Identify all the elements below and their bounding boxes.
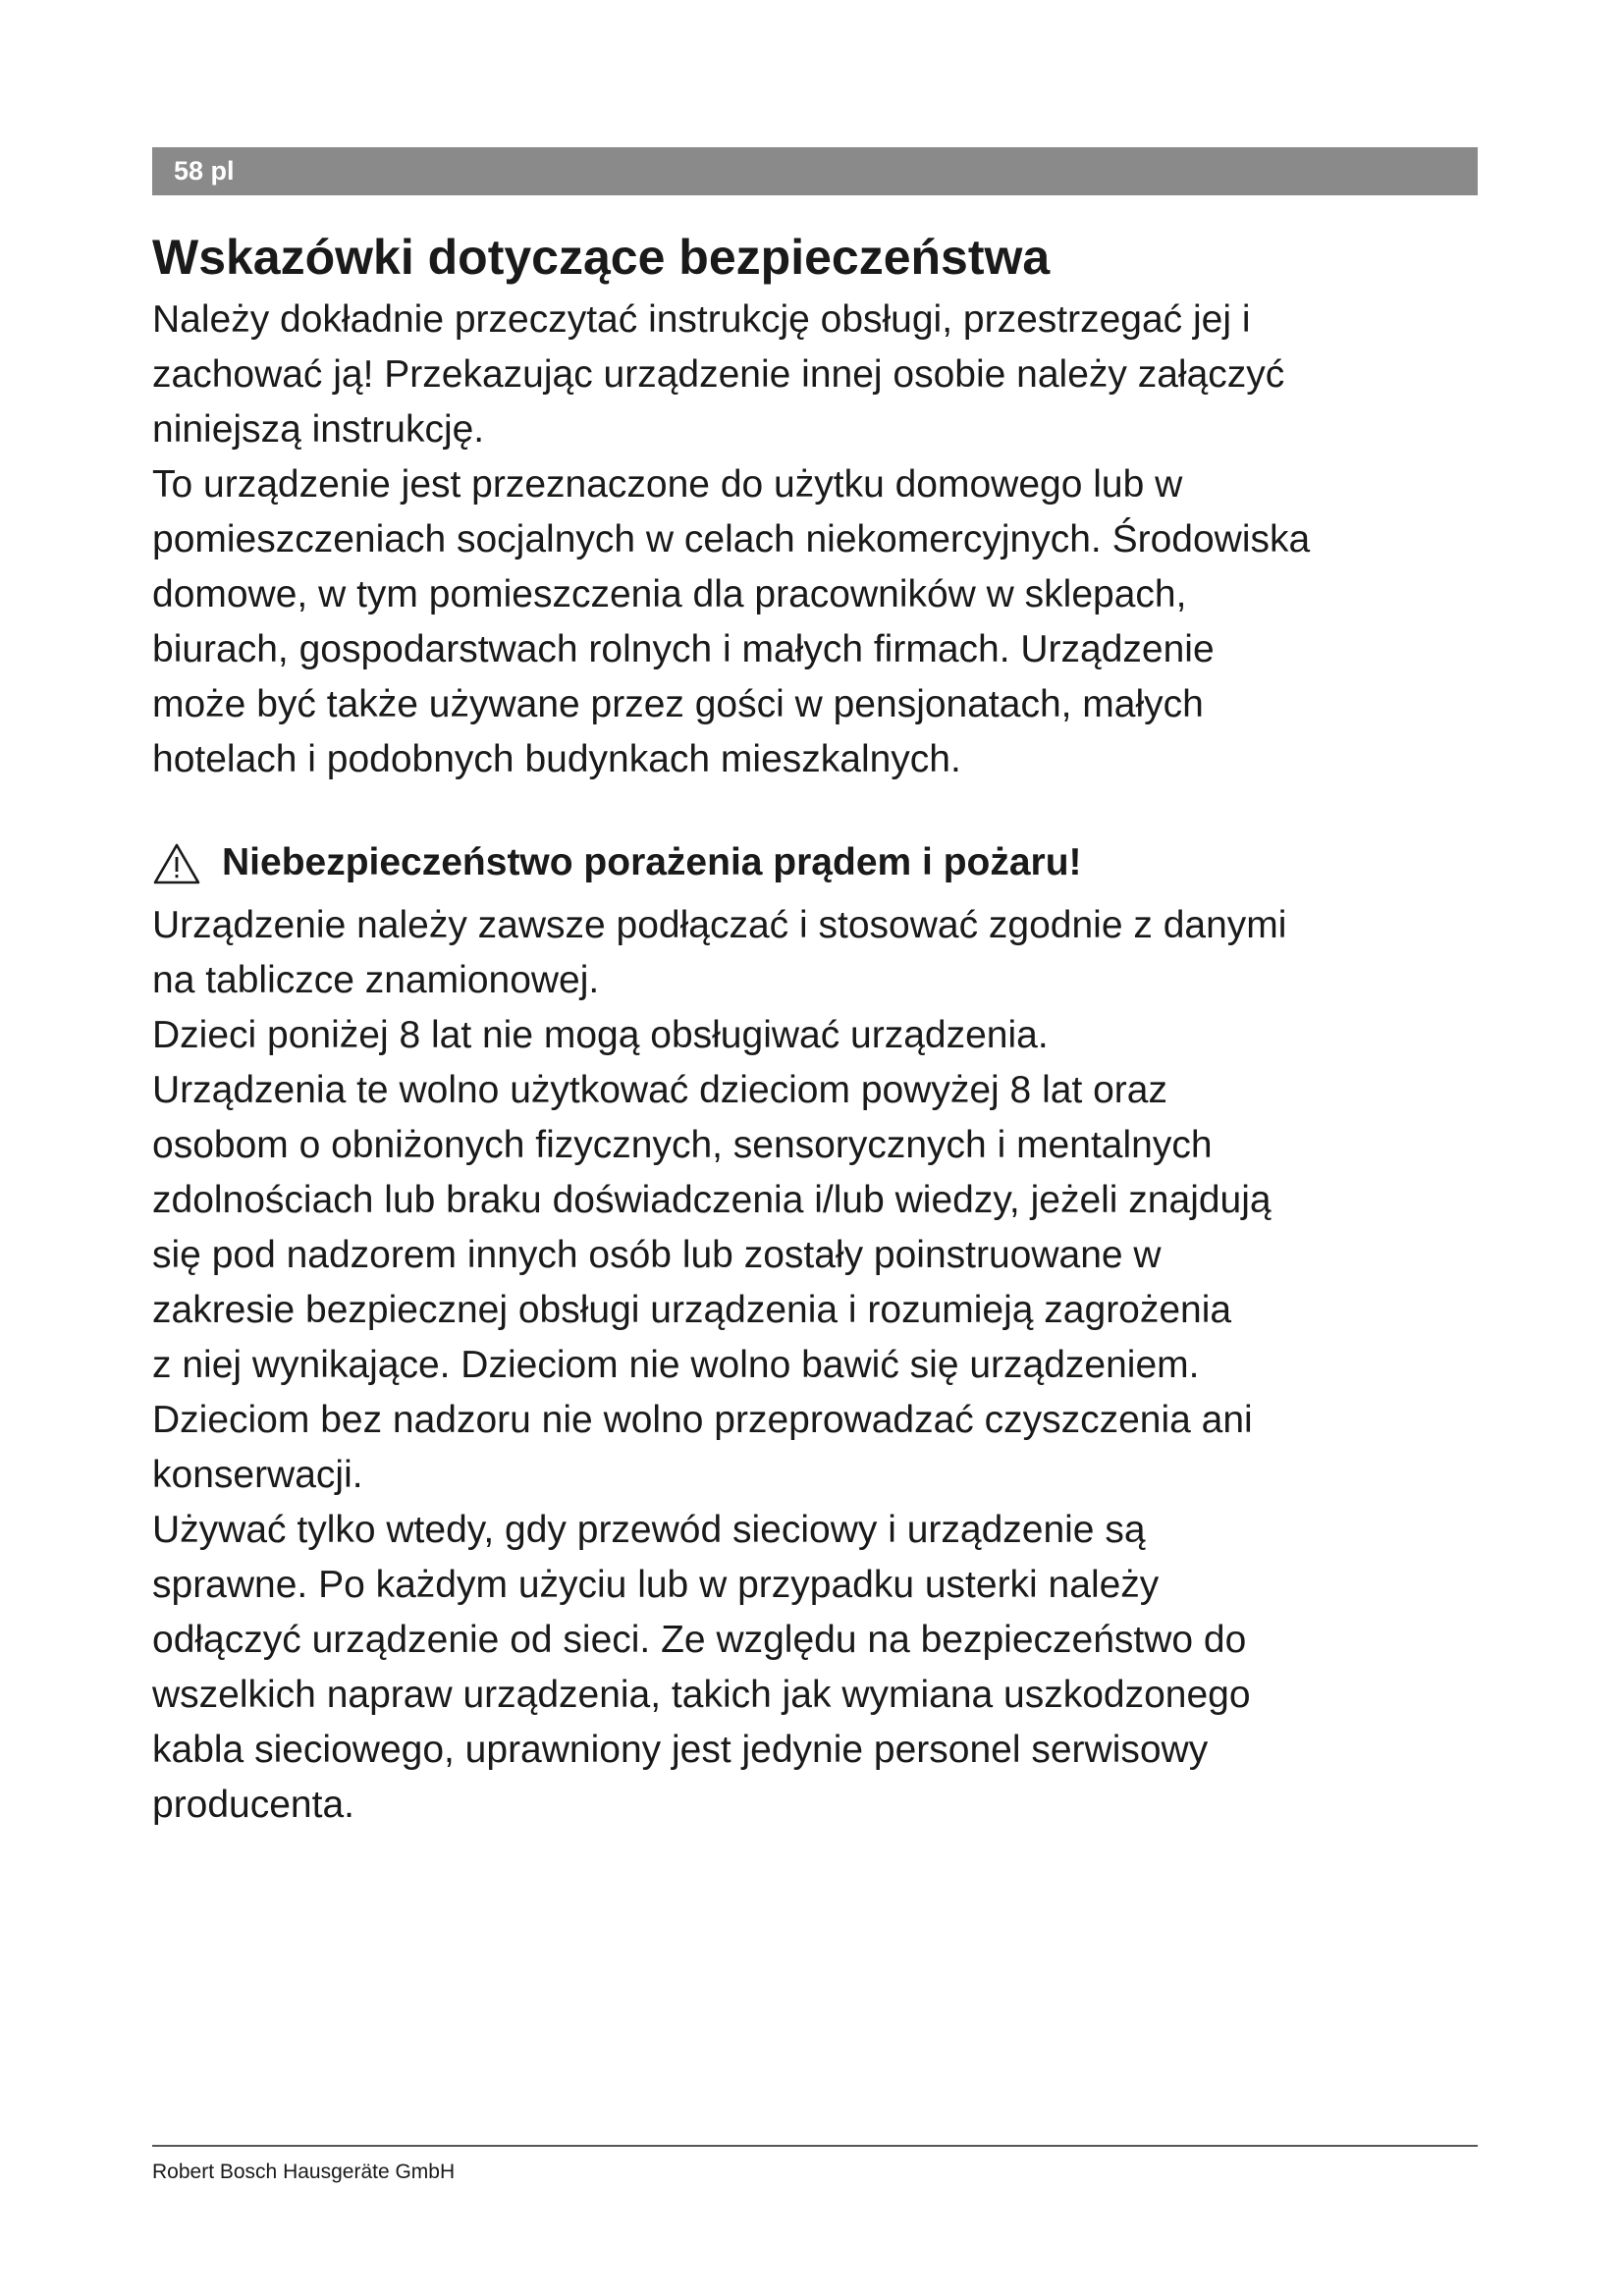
text-line: To urządzenie jest przeznaczone do użytku domowego lub w: [152, 463, 1183, 506]
text-line: zakresie bezpiecznej obsługi urządzenia i rozumieją zagrożenia: [152, 1289, 1232, 1331]
page-number-label: 58 pl: [174, 156, 235, 186]
text-line: zdolnościach lub braku doświadczenia i/lub wiedzy, jeżeli znajdują: [152, 1179, 1272, 1221]
text-line: z niej wynikające. Dzieciom nie wolno bawić się urządzeniem.: [152, 1344, 1200, 1386]
text-line: wszelkich napraw urządzenia, takich jak wymiana uszkodzonego: [152, 1674, 1251, 1716]
text-line: Urządzenia te wolno użytkować dzieciom powyżej 8 lat oraz: [152, 1069, 1167, 1111]
text-line: Używać tylko wtedy, gdy przewód sieciowy i urządzenie są: [152, 1509, 1146, 1551]
warning-triangle-icon: [152, 842, 201, 885]
text-line: odłączyć urządzenie od sieci. Ze względu na bezpieczeństwo do: [152, 1619, 1247, 1661]
text-line: konserwacji.: [152, 1454, 363, 1496]
page-header-bar: [152, 147, 1478, 195]
text-line: domowe, w tym pomieszczenia dla pracowników w sklepach,: [152, 573, 1187, 615]
footer-company-name: Robert Bosch Hausgeräte GmbH: [152, 2161, 456, 2183]
text-line: zachować ją! Przekazując urządzenie innej osobie należy załączyć: [152, 353, 1285, 396]
text-line: pomieszczeniach socjalnych w celach niekomercyjnych. Środowiska: [152, 518, 1311, 561]
text-line: biurach, gospodarstwach rolnych i małych firmach. Urządzenie: [152, 628, 1215, 670]
text-line: niniejszą instrukcję.: [152, 408, 485, 451]
text-line: kabla sieciowego, uprawniony jest jedynie personel serwisowy: [152, 1729, 1209, 1771]
text-line: sprawne. Po każdym użyciu lub w przypadku usterki należy: [152, 1564, 1160, 1606]
text-line: osobom o obniżonych fizycznych, sensorycznych i mentalnych: [152, 1124, 1213, 1166]
text-line: Urządzenie należy zawsze podłączać i stosować zgodnie z danymi: [152, 904, 1287, 946]
footer-divider: [152, 2145, 1478, 2147]
text-line: hotelach i podobnych budynkach mieszkalnych.: [152, 738, 961, 780]
text-line: na tabliczce znamionowej.: [152, 959, 600, 1001]
intro-paragraph: [152, 293, 1497, 787]
warning-paragraph: [152, 898, 1497, 1833]
text-line: Dzieci poniżej 8 lat nie mogą obsługiwać urządzenia.: [152, 1014, 1049, 1056]
text-line: się pod nadzorem innych osób lub zostały poinstruowane w: [152, 1234, 1162, 1276]
page-title: Wskazówki dotyczące bezpieczeństwa: [152, 230, 1051, 285]
text-line: producenta.: [152, 1784, 354, 1826]
text-line: Należy dokładnie przeczytać instrukcję obsługi, przestrzegać jej i: [152, 298, 1251, 341]
warning-title: Niebezpieczeństwo porażenia prądem i pożaru!: [222, 841, 1082, 883]
text-line: może być także używane przez gości w pensjonatach, małych: [152, 683, 1204, 725]
text-line: Dzieciom bez nadzoru nie wolno przeprowadzać czyszczenia ani: [152, 1399, 1253, 1441]
